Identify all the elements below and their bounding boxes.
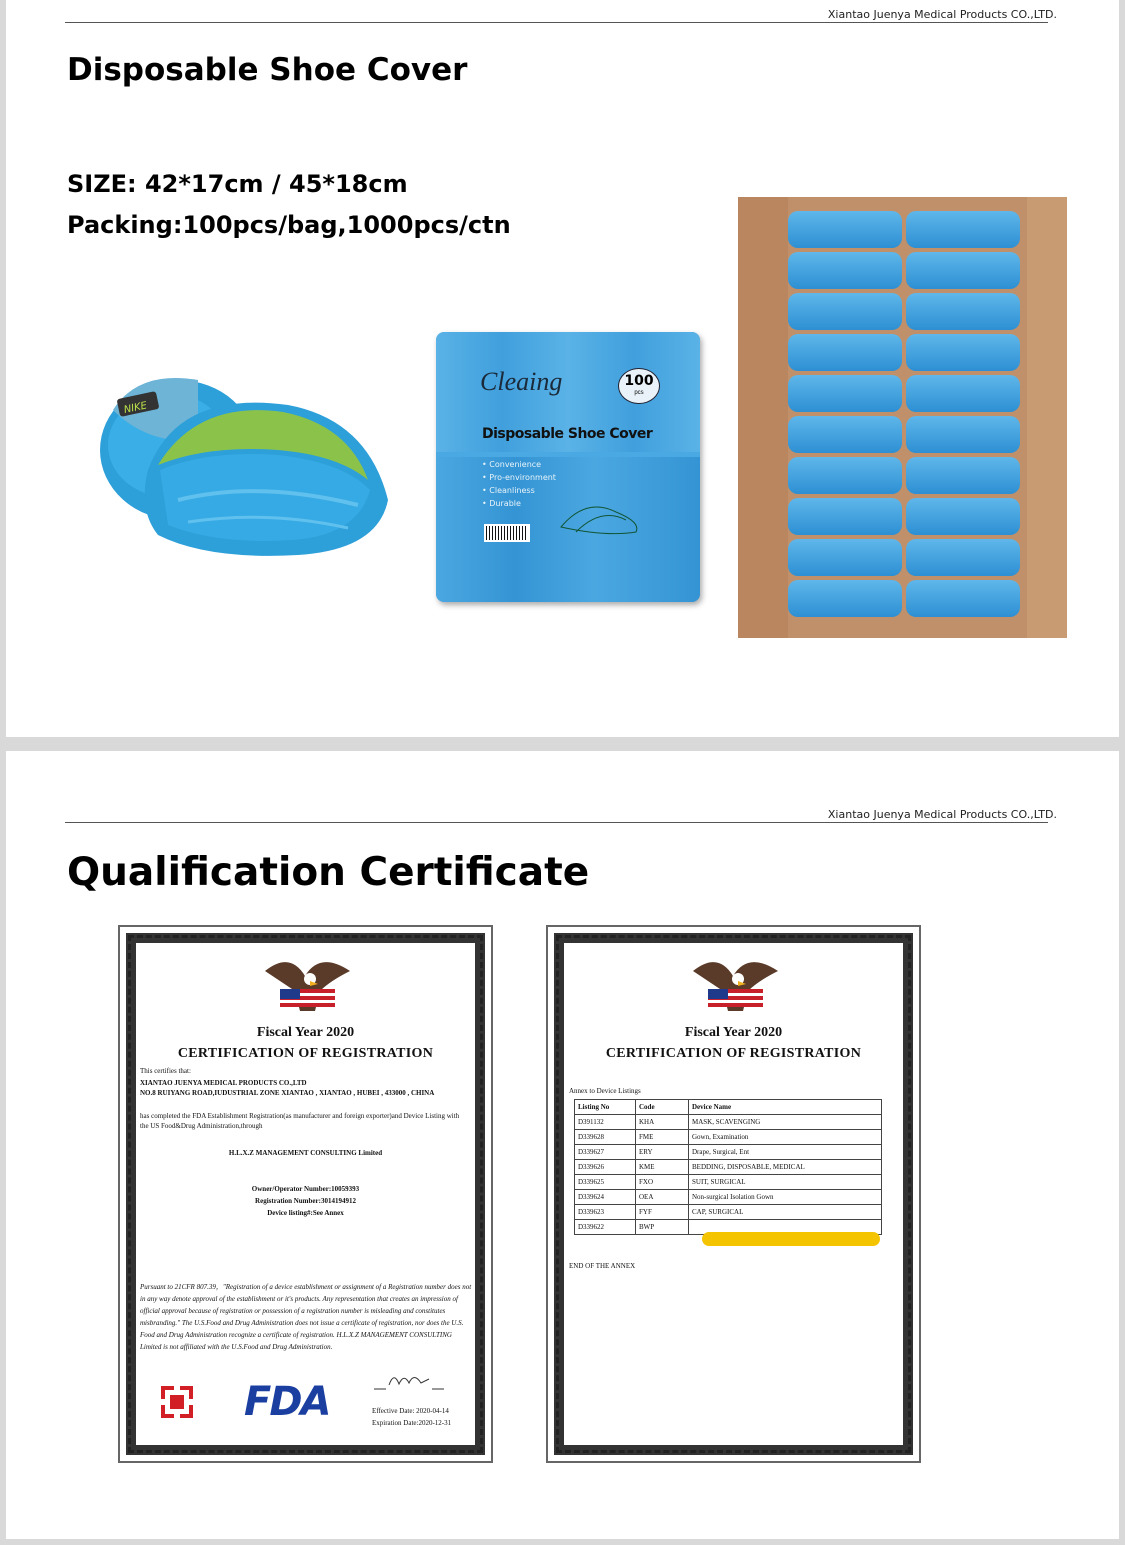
table-cell: D339622 <box>575 1220 636 1235</box>
carton-bag <box>906 457 1020 494</box>
carton-bag <box>906 252 1020 289</box>
registration-statement: has completed the FDA Establishment Registration(as manufacturer and foreign exporter)and Device Listing with the US Food&Drug Administration,through <box>140 1112 460 1130</box>
table-cell: D339626 <box>575 1160 636 1175</box>
carton-bag <box>788 252 902 289</box>
header-divider <box>65 22 1048 23</box>
barcode <box>484 524 530 542</box>
table-cell: D339623 <box>575 1205 636 1220</box>
eagle-flag-emblem-2 <box>688 951 783 1021</box>
table-cell: D339628 <box>575 1130 636 1145</box>
packing-spec: Packing:100pcs/bag,1000pcs/ctn <box>67 211 511 239</box>
carton-bag <box>788 580 902 617</box>
column-header: Device Name <box>689 1100 882 1115</box>
carton-bag <box>788 375 902 412</box>
table-cell: FXO <box>636 1175 689 1190</box>
certificate-heading-2: CERTIFICATION OF REGISTRATION <box>605 1046 862 1061</box>
package-count-badge: 100 pcs <box>618 368 660 404</box>
expiration-date: Expiration Date:2020-12-31 <box>372 1419 452 1427</box>
end-of-annex: END OF THE ANNEX <box>569 1262 636 1270</box>
annex-label: Annex to Device Listings <box>569 1087 641 1095</box>
table-row <box>575 1145 882 1160</box>
certificate-annex <box>546 925 921 1463</box>
carton-bag <box>788 293 902 330</box>
table-cell: Non-surgical Isolation Gown <box>689 1190 882 1205</box>
carton-bag <box>788 334 902 371</box>
company-address: NO.8 RUIYANG ROAD,IUDUSTRIAL ZONE XIANTAO , XIANTAO , HUBEI , 433000 , CHINA <box>140 1089 435 1097</box>
company-header: Xiantao Juenya Medical Products CO.,LTD. <box>827 8 1057 21</box>
certificate-heading: CERTIFICATION OF REGISTRATION <box>177 1046 434 1061</box>
fiscal-year-2: Fiscal Year 2020 <box>684 1025 783 1040</box>
table-cell: BWP <box>636 1220 689 1235</box>
carton-photo <box>738 197 1067 638</box>
fda-logo: FDA <box>244 1379 330 1425</box>
table-cell: FME <box>636 1130 689 1145</box>
company-header-2: Xiantao Juenya Medical Products CO.,LTD. <box>827 808 1057 821</box>
carton-bag <box>906 498 1020 535</box>
header-divider-2 <box>65 822 1048 823</box>
certifies-text: This certifies that: <box>140 1067 191 1075</box>
package-brand: Cleaing <box>480 367 563 396</box>
agency-logo-icon <box>160 1385 194 1419</box>
shoe-cover-photo <box>98 350 393 575</box>
registration-number: Registration Number:3014194912 <box>255 1197 356 1205</box>
carton-bag <box>788 416 902 453</box>
certificate-registration <box>118 925 493 1463</box>
carton-bag <box>906 293 1020 330</box>
carton-bag <box>906 211 1020 248</box>
column-header: Listing No <box>575 1100 636 1115</box>
package-product-name: Disposable Shoe Cover <box>482 426 653 442</box>
carton-bag <box>906 539 1020 576</box>
table-header-row <box>575 1100 882 1115</box>
disclaimer-text: Pursuant to 21CFR 807.39，"Registration of a device establishment or assignment of a Registration number does not in any way denote approval of the establishment or it's products. Any representation that creates an impression of official approval because of registration or possession of a registration number is misleading and constitutes misbranding." The U.S.Food and Drug Administration does not issue a certificate of registration, nor does the U.S. Food and Drug Administration recognize a certificate of registration. H.L.X.Z MANAGEMENT CONSULTING Limited is not affiliated with the U.S.Food and Drug Administration. <box>140 1283 472 1351</box>
yellow-highlight <box>702 1232 880 1246</box>
table-row <box>575 1130 882 1145</box>
table-cell: ERY <box>636 1145 689 1160</box>
table-row <box>575 1160 882 1175</box>
eagle-flag-emblem <box>260 951 355 1021</box>
package-features: • Convenience • Pro-environment • Cleanliness • Durable <box>482 460 556 508</box>
table-row <box>575 1205 882 1220</box>
table-cell: BEDDING, DISPOSABLE, MEDICAL <box>689 1160 882 1175</box>
table-row <box>575 1115 882 1130</box>
table-cell: Drape, Surgical, Ent <box>689 1145 882 1160</box>
table-cell: Gown, Examination <box>689 1130 882 1145</box>
table-cell: D339624 <box>575 1190 636 1205</box>
page-title-2: Qualification Certificate <box>67 850 590 895</box>
fiscal-year: Fiscal Year 2020 <box>256 1025 355 1040</box>
carton-bag <box>788 457 902 494</box>
shoe-outline-drawing <box>556 492 646 542</box>
page-title: Disposable Shoe Cover <box>67 52 468 88</box>
table-cell: D339625 <box>575 1175 636 1190</box>
table-cell: SUIT, SURGICAL <box>689 1175 882 1190</box>
table-cell: FYF <box>636 1205 689 1220</box>
owner-number: Owner/Operator Number:10059393 <box>251 1185 360 1193</box>
shoe-brand-text: NIKE <box>122 400 149 416</box>
table-row <box>575 1190 882 1205</box>
effective-date: Effective Date: 2020-04-14 <box>372 1407 449 1415</box>
agent-name: H.L.X.Z MANAGEMENT CONSULTING Limited <box>228 1149 383 1157</box>
table-cell: KME <box>636 1160 689 1175</box>
table-cell: CAP, SURGICAL <box>689 1205 882 1220</box>
table-cell: MASK, SCAVENGING <box>689 1115 882 1130</box>
carton-bag <box>906 580 1020 617</box>
carton-bag <box>788 498 902 535</box>
package-photo <box>436 332 700 602</box>
carton-bag <box>906 375 1020 412</box>
table-cell: KHA <box>636 1115 689 1130</box>
table-cell: D339627 <box>575 1145 636 1160</box>
size-spec: SIZE: 42*17cm / 45*18cm <box>67 170 408 198</box>
table-cell: D391132 <box>575 1115 636 1130</box>
carton-bag <box>788 539 902 576</box>
carton-bag <box>788 211 902 248</box>
signature <box>374 1369 444 1391</box>
company-name: XIANTAO JUENYA MEDICAL PRODUCTS CO.,LTD <box>140 1079 307 1087</box>
device-listing: Device listing#:See Annex <box>267 1209 344 1217</box>
device-listing-table <box>574 1099 882 1235</box>
column-header: Code <box>636 1100 689 1115</box>
carton-bag <box>906 334 1020 371</box>
table-row <box>575 1175 882 1190</box>
table-cell: OEA <box>636 1190 689 1205</box>
carton-bag <box>906 416 1020 453</box>
